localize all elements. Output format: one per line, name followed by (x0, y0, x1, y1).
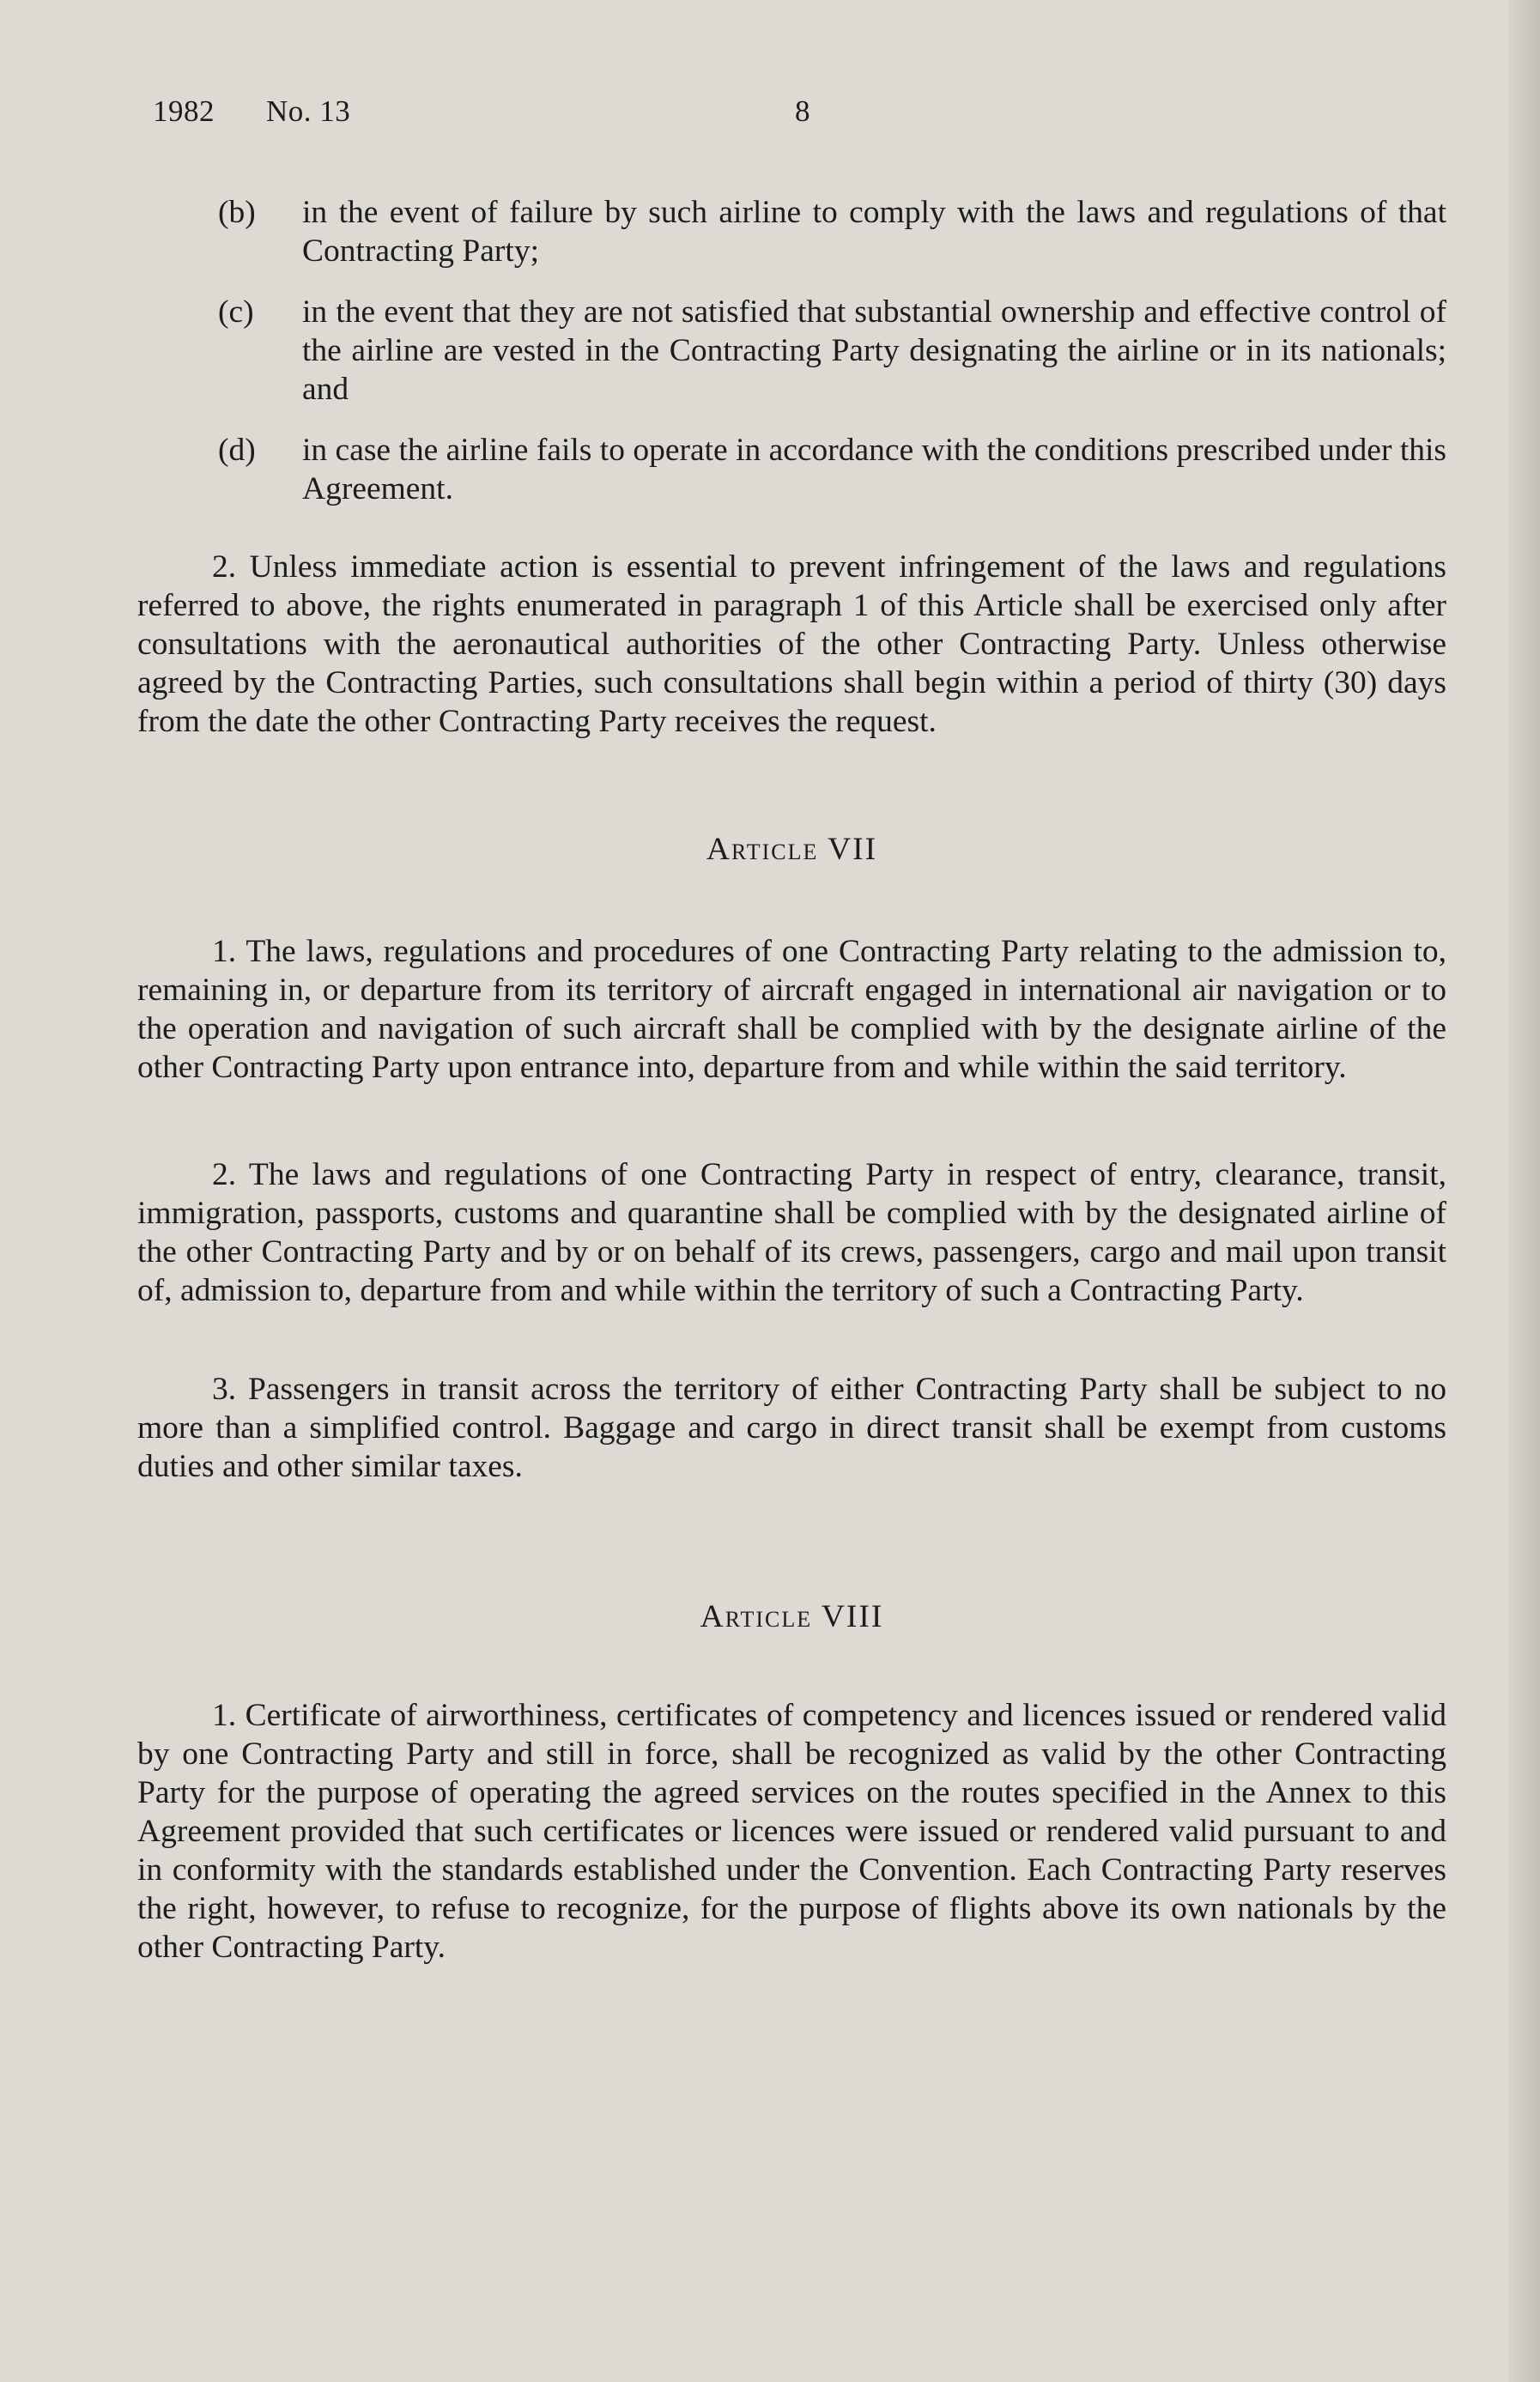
paragraph: 3. Passengers in transit across the territory of either Contracting Party shall be subject to no more than a simplified control. Baggage and cargo in direct transit shall be exempt from customs duties and other similar taxes. (137, 1372, 1446, 1484)
list-item (137, 193, 1446, 270)
list-item-text: in case the airline fails to operate in accordance with the conditions prescribed under this Agreement. (302, 433, 1446, 506)
list-item-label: (c) (218, 294, 254, 330)
list-item-label: (d) (218, 433, 256, 468)
list-item (137, 293, 1446, 409)
list-item-text: in the event of failure by such airline to comply with the laws and regulations of that Contracting Party; (302, 195, 1446, 269)
list-item-text: in the event that they are not satisfied that substantial ownership and effective control of the airline are vested in the Contracting Party designating the airline or in its nationals; and (302, 294, 1446, 407)
paragraph: 1. The laws, regulations and procedures of one Contracting Party relating to the admission to, remaining in, or departure from its territory of aircraft engaged in international air navigation or to the operation and navigation of such aircraft shall be complied with by the designate airline of the other Contracting Party upon entrance into, departure from and while within the said territory. (137, 934, 1446, 1085)
paragraph: 1. Certificate of airworthiness, certificates of competency and licences issued or rendered valid by one Contracting Party and still in force, shall be recognized as valid by the other Contracting Party for the purpose of operating the agreed services on the routes specified in the Annex to this Agreement provided that such certificates or licences were issued or rendered valid pursuant to and in conformity with the standards established under the Convention. Each Contracting Party reserves the right, however, to refuse to recognize, for the purpose of flights above its own nationals by the other Contracting Party. (137, 1698, 1446, 1965)
header-year: 1982 (153, 94, 215, 128)
list-item (137, 431, 1446, 508)
page-number: 8 (795, 94, 810, 128)
paragraph: 2. The laws and regulations of one Contracting Party in respect of entry, clearance, transit, immigration, passports, customs and quarantine shall be complied with by the designated airline of the other Contracting Party and by or on behalf of its crews, passengers, cargo and mail upon transit of, admission to, departure from and while within the territory of such a Contracting Party. (137, 1157, 1446, 1308)
document-body (137, 193, 1446, 1967)
article-heading: Article VIII (700, 1599, 884, 1634)
header-number: No. 13 (266, 94, 351, 128)
page-binding-edge (1509, 0, 1540, 2382)
paragraph: 2. Unless immediate action is essential to prevent infringement of the laws and regulations referred to above, the rights enumerated in paragraph 1 of this Article shall be exercised only after consultations with the aeronautical authorities of the other Contracting Party. Unless otherwise agreed by the Contracting Parties, such consultations shall begin within a period of thirty (30) days from the date the other Contracting Party receives the request. (137, 549, 1446, 739)
list-item-label: (b) (218, 195, 256, 230)
article-heading: Article VII (706, 832, 878, 867)
